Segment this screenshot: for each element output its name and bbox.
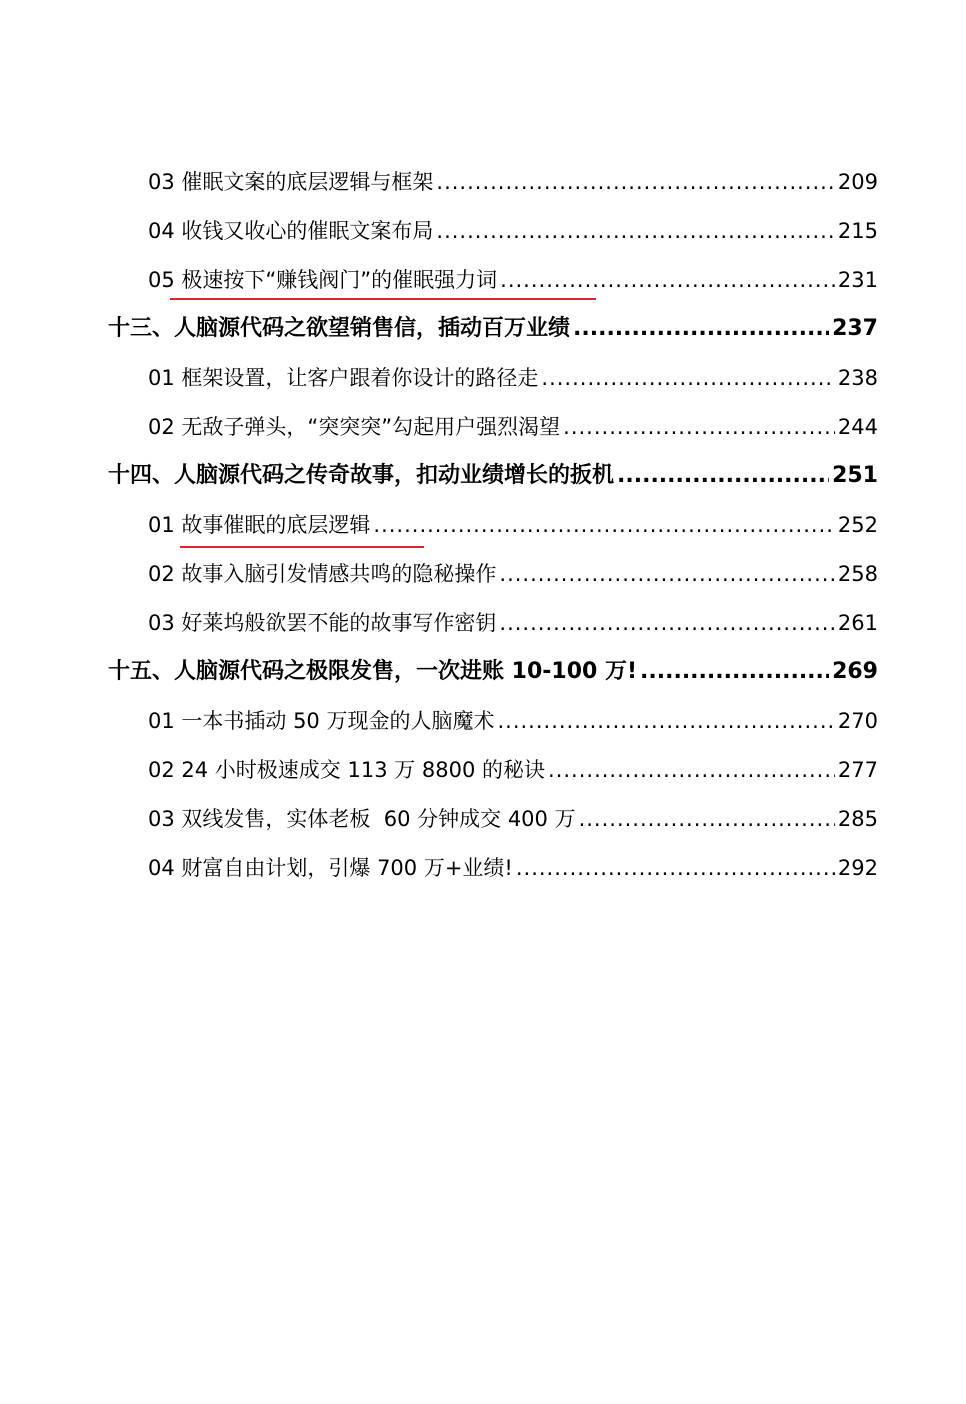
toc-entry-page: 238 (837, 366, 878, 390)
toc-chapter-title: 十三、人脑源代码之欲望销售信，插动百万业绩 (108, 316, 571, 341)
toc-dot-leader (640, 658, 829, 686)
toc-entry[interactable] (148, 358, 878, 392)
toc-entry-page: 252 (837, 513, 878, 537)
toc-chapter-title: 十四、人脑源代码之传奇故事，扣动业绩增长的扳机 (108, 463, 615, 488)
toc-entry-title: 05 极速按下“赚钱阀门”的催眠强力词 (148, 268, 498, 292)
toc-entry-title: 04 收钱又收心的催眠文案布局 (148, 219, 434, 243)
toc-entry[interactable] (148, 848, 878, 882)
toc-entry-page: 261 (837, 611, 878, 635)
toc-entry[interactable] (148, 211, 878, 245)
toc-entry[interactable] (148, 603, 878, 637)
toc-entry-title: 01 框架设置，让客户跟着你设计的路径走 (148, 366, 539, 390)
toc-dot-leader (548, 756, 835, 784)
toc-entry-title: 02 故事入脑引发情感共鸣的隐秘操作 (148, 562, 497, 586)
toc-dot-leader (499, 609, 835, 637)
toc-dot-leader (617, 462, 829, 490)
toc-entry-page: 209 (837, 170, 878, 194)
toc-entry-title: 02 24 小时极速成交 113 万 8800 的秘诀 (148, 758, 546, 782)
toc-entry[interactable] (148, 505, 878, 539)
toc-chapter-page: 251 (832, 463, 878, 488)
toc-entry[interactable] (148, 260, 878, 294)
toc-entry[interactable] (148, 701, 878, 735)
toc-entry-page: 270 (837, 709, 878, 733)
toc-dot-leader (436, 168, 835, 196)
toc-entry-page: 258 (837, 562, 878, 586)
toc-entry-page: 285 (837, 807, 878, 831)
toc-dot-leader (573, 315, 829, 343)
toc-entry-title: 02 无敌子弹头，“突突突”勾起用户强烈渴望 (148, 415, 561, 439)
toc-entry-title: 04 财富自由计划，引爆 700 万+业绩! (148, 856, 513, 880)
toc-entry[interactable] (148, 750, 878, 784)
toc-entry-page: 277 (837, 758, 878, 782)
toc-chapter-entry[interactable] (108, 456, 878, 490)
spellcheck-underline (170, 298, 596, 300)
toc-entry-title: 01 故事催眠的底层逻辑 (148, 513, 371, 537)
toc-entry-title: 03 催眠文案的底层逻辑与框架 (148, 170, 434, 194)
toc-chapter-entry[interactable] (108, 309, 878, 343)
toc-entry-page: 244 (837, 415, 878, 439)
toc-chapter-page: 237 (832, 316, 878, 341)
toc-entry-title: 03 双线发售，实体老板 60 分钟成交 400 万 (148, 807, 576, 831)
toc-dot-leader (563, 413, 835, 441)
toc-entry[interactable] (148, 554, 878, 588)
toc-dot-leader (541, 364, 835, 392)
toc-entry-title: 03 好莱坞般欲罢不能的故事写作密钥 (148, 611, 497, 635)
toc-entry[interactable] (148, 162, 878, 196)
toc-entry-page: 292 (837, 856, 878, 880)
toc-dot-leader (497, 707, 834, 735)
toc-entry-title: 01 一本书插动 50 万现金的人脑魔术 (148, 709, 495, 733)
toc-dot-leader (436, 217, 835, 245)
toc-dot-leader (500, 266, 835, 294)
toc-dot-leader (516, 854, 835, 882)
toc-entry-page: 231 (837, 268, 878, 292)
spellcheck-underline (180, 546, 424, 548)
toc-dot-leader (499, 560, 835, 588)
toc-chapter-entry[interactable] (108, 652, 878, 686)
toc-entry-page: 215 (837, 219, 878, 243)
toc-entry[interactable] (148, 407, 878, 441)
toc-entry[interactable] (148, 799, 878, 833)
toc-dot-leader (579, 805, 835, 833)
toc-chapter-title: 十五、人脑源代码之极限发售，一次进账 10-100 万! (108, 659, 638, 684)
toc-dot-leader (373, 511, 835, 539)
toc-chapter-page: 269 (832, 659, 878, 684)
